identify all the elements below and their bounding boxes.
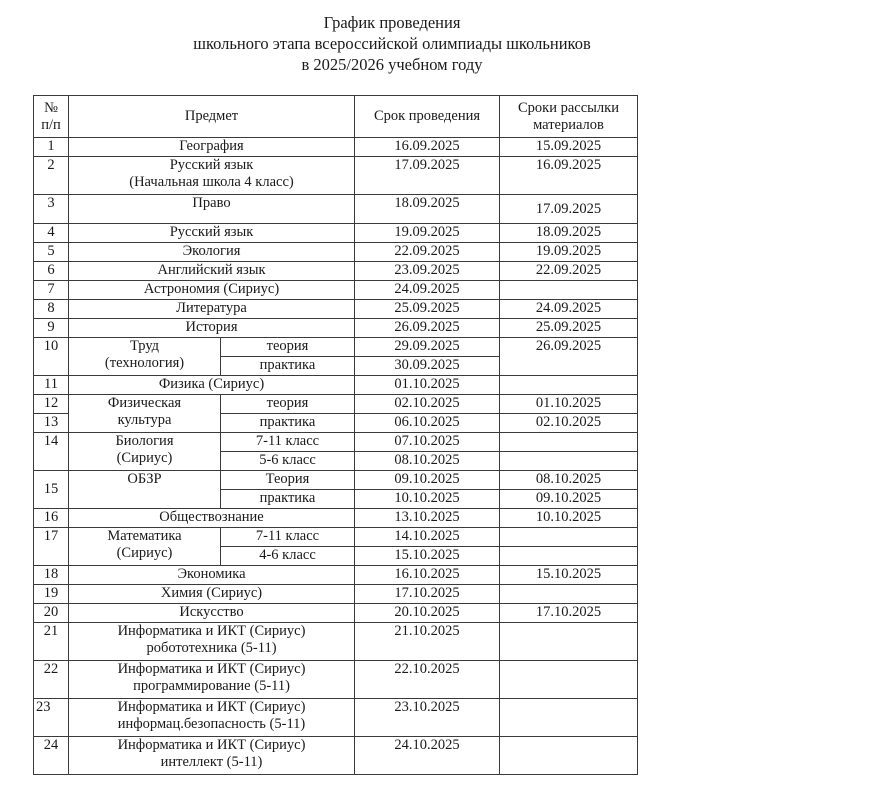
row-date: 26.09.2025: [355, 319, 500, 338]
subject-line2: информац.безопасность (5-11): [117, 716, 306, 732]
row-mailing: [500, 585, 638, 604]
row-mailing: 02.10.2025: [500, 414, 638, 433]
row-mailing: 15.10.2025: [500, 566, 638, 585]
row-num: 14: [34, 433, 69, 471]
title-line-1: График проведения: [323, 13, 461, 32]
title-line-3: в 2025/2026 учебном году: [301, 55, 483, 74]
row-mailing: 18.09.2025: [500, 224, 638, 243]
row-date: 14.10.2025: [355, 528, 500, 547]
row-part-label: Теория: [221, 471, 355, 490]
subject-line2: (Сириус): [116, 450, 173, 466]
subject-line1: Русский язык: [169, 157, 254, 173]
subject-line1: Информатика и ИКТ (Сириус): [117, 737, 306, 753]
row-subject: История: [69, 319, 355, 338]
row-date: 08.10.2025: [355, 452, 500, 471]
table-row: [34, 433, 638, 452]
row-num: 24: [34, 737, 69, 775]
row-subject: Русский язык: [69, 224, 355, 243]
row-mailing: [500, 737, 638, 775]
header-subject: Предмет: [69, 96, 355, 138]
row-date: 19.09.2025: [355, 224, 500, 243]
row-date: 29.09.2025: [355, 338, 500, 357]
subject-line2: робототехника (5-11): [146, 640, 277, 656]
row-date: 22.09.2025: [355, 243, 500, 262]
table-row: [34, 376, 638, 395]
row-date: 22.10.2025: [355, 661, 500, 699]
row-date: 23.10.2025: [355, 699, 500, 737]
row-date: 21.10.2025: [355, 623, 500, 661]
row-date: 17.10.2025: [355, 585, 500, 604]
subject-line2: (Сириус): [116, 545, 173, 561]
row-mailing: 19.09.2025: [500, 243, 638, 262]
row-num: 9: [34, 319, 69, 338]
row-part-label: практика: [221, 357, 355, 376]
row-mailing: 17.09.2025: [500, 195, 638, 224]
table-row: [34, 395, 638, 414]
subject-line2: культура: [117, 412, 172, 428]
row-date: 15.10.2025: [355, 547, 500, 566]
row-subject: [69, 699, 355, 737]
row-num: 23: [34, 699, 69, 737]
table-row: [34, 262, 638, 281]
table-row: [34, 195, 638, 224]
schedule-table: [33, 95, 638, 775]
subject-line2: программирование (5-11): [133, 678, 290, 694]
table-row: [34, 338, 638, 357]
row-mailing: 09.10.2025: [500, 490, 638, 509]
row-date: 02.10.2025: [355, 395, 500, 414]
row-part-label: 4-6 класс: [221, 547, 355, 566]
row-num: 8: [34, 300, 69, 319]
row-num: 1: [34, 138, 69, 157]
row-subject: [69, 157, 355, 195]
row-date: 07.10.2025: [355, 433, 500, 452]
row-mailing: 26.09.2025: [500, 338, 638, 376]
subject-line2: интеллект (5-11): [160, 754, 263, 770]
subject-line1: Информатика и ИКТ (Сириус): [117, 699, 306, 715]
header-num-line1: №: [44, 99, 58, 116]
row-num: 19: [34, 585, 69, 604]
table-row: [34, 281, 638, 300]
table-row: [34, 566, 638, 585]
subject-line2: (технология): [104, 355, 185, 371]
row-num: 3: [34, 195, 69, 224]
row-mailing: 22.09.2025: [500, 262, 638, 281]
table-row: [34, 528, 638, 547]
row-num: 10: [34, 338, 69, 376]
row-mailing: [500, 547, 638, 566]
row-mailing: [500, 433, 638, 452]
row-subject: [69, 433, 221, 471]
subject-line1: Труд: [129, 338, 160, 354]
row-num: 15: [34, 471, 69, 509]
row-date: 10.10.2025: [355, 490, 500, 509]
row-date: 17.09.2025: [355, 157, 500, 195]
row-mailing: 17.10.2025: [500, 604, 638, 623]
row-subject: Обществознание: [69, 509, 355, 528]
row-num: 11: [34, 376, 69, 395]
row-num: 12: [34, 395, 69, 414]
subject-line1: Информатика и ИКТ (Сириус): [117, 623, 306, 639]
row-subject: [69, 737, 355, 775]
row-subject: Экономика: [69, 566, 355, 585]
row-part-label: практика: [221, 490, 355, 509]
table-row: [34, 243, 638, 262]
row-subject: Английский язык: [69, 262, 355, 281]
row-mailing: 15.09.2025: [500, 138, 638, 157]
row-subject: [69, 395, 221, 433]
table-row: [34, 138, 638, 157]
header-num: [34, 96, 69, 138]
row-mailing: 01.10.2025: [500, 395, 638, 414]
header-mailing-line2: материалов: [533, 116, 604, 133]
row-mailing: 25.09.2025: [500, 319, 638, 338]
row-date: 16.09.2025: [355, 138, 500, 157]
table-row: [34, 319, 638, 338]
row-date: 20.10.2025: [355, 604, 500, 623]
row-subject: Физика (Сириус): [69, 376, 355, 395]
row-subject: Химия (Сириус): [69, 585, 355, 604]
row-num: 16: [34, 509, 69, 528]
table-row: [34, 509, 638, 528]
row-subject: [69, 338, 221, 376]
subject-line1: Физическая: [107, 395, 182, 411]
row-subject: [69, 528, 221, 566]
table-row: [34, 737, 638, 775]
row-num: 20: [34, 604, 69, 623]
row-num: 21: [34, 623, 69, 661]
row-mailing: 08.10.2025: [500, 471, 638, 490]
table-row: [34, 699, 638, 737]
row-part-label: 7-11 класс: [221, 433, 355, 452]
row-date: 01.10.2025: [355, 376, 500, 395]
document-title: [0, 12, 894, 75]
table-row: [34, 224, 638, 243]
table-row: [34, 661, 638, 699]
row-mailing: 24.09.2025: [500, 300, 638, 319]
subject-line1: Биология: [115, 433, 174, 449]
subject-line1: Информатика и ИКТ (Сириус): [117, 661, 306, 677]
header-date: Срок проведения: [355, 96, 500, 138]
row-subject: География: [69, 138, 355, 157]
row-subject: Экология: [69, 243, 355, 262]
row-date: 23.09.2025: [355, 262, 500, 281]
row-num: 18: [34, 566, 69, 585]
subject-line1: Математика: [107, 528, 182, 544]
title-line-2: школьного этапа всероссийской олимпиады школьников: [193, 34, 591, 53]
row-date: 13.10.2025: [355, 509, 500, 528]
row-mailing: [500, 452, 638, 471]
row-subject: Астрономия (Сириус): [69, 281, 355, 300]
table-row: [34, 604, 638, 623]
row-date: 09.10.2025: [355, 471, 500, 490]
row-mailing: 10.10.2025: [500, 509, 638, 528]
row-num: 5: [34, 243, 69, 262]
row-date: 18.09.2025: [355, 195, 500, 224]
row-part-label: теория: [221, 395, 355, 414]
row-subject: Право: [69, 195, 355, 224]
row-date: 06.10.2025: [355, 414, 500, 433]
header-num-line2: п/п: [41, 116, 61, 133]
row-mailing: [500, 623, 638, 661]
row-subject: [69, 661, 355, 699]
row-subject: Искусство: [69, 604, 355, 623]
row-num: 7: [34, 281, 69, 300]
row-num: 4: [34, 224, 69, 243]
row-num: 13: [34, 414, 69, 433]
subject-line2: (Начальная школа 4 класс): [129, 174, 294, 190]
row-part-label: 7-11 класс: [221, 528, 355, 547]
table-row: [34, 300, 638, 319]
row-part-label: 5-6 класс: [221, 452, 355, 471]
row-part-label: теория: [221, 338, 355, 357]
row-date: 16.10.2025: [355, 566, 500, 585]
row-num: 6: [34, 262, 69, 281]
table-row: [34, 157, 638, 195]
row-mailing: [500, 281, 638, 300]
row-num: 22: [34, 661, 69, 699]
header-mailing-line1: Сроки рассылки: [518, 99, 619, 116]
header-mailing: [500, 96, 638, 138]
row-mailing: [500, 661, 638, 699]
row-num: 17: [34, 528, 69, 566]
table-row: [34, 623, 638, 661]
row-date: 24.10.2025: [355, 737, 500, 775]
row-num: 2: [34, 157, 69, 195]
row-subject: ОБЗР: [69, 471, 221, 509]
row-date: 25.09.2025: [355, 300, 500, 319]
table-row: [34, 471, 638, 490]
row-mailing: [500, 528, 638, 547]
row-date: 30.09.2025: [355, 357, 500, 376]
row-mailing: 16.09.2025: [500, 157, 638, 195]
table-row: [34, 585, 638, 604]
row-mailing: [500, 376, 638, 395]
table-header-row: [34, 96, 638, 138]
row-part-label: практика: [221, 414, 355, 433]
row-mailing: [500, 699, 638, 737]
row-subject: Литература: [69, 300, 355, 319]
row-subject: [69, 623, 355, 661]
row-date: 24.09.2025: [355, 281, 500, 300]
